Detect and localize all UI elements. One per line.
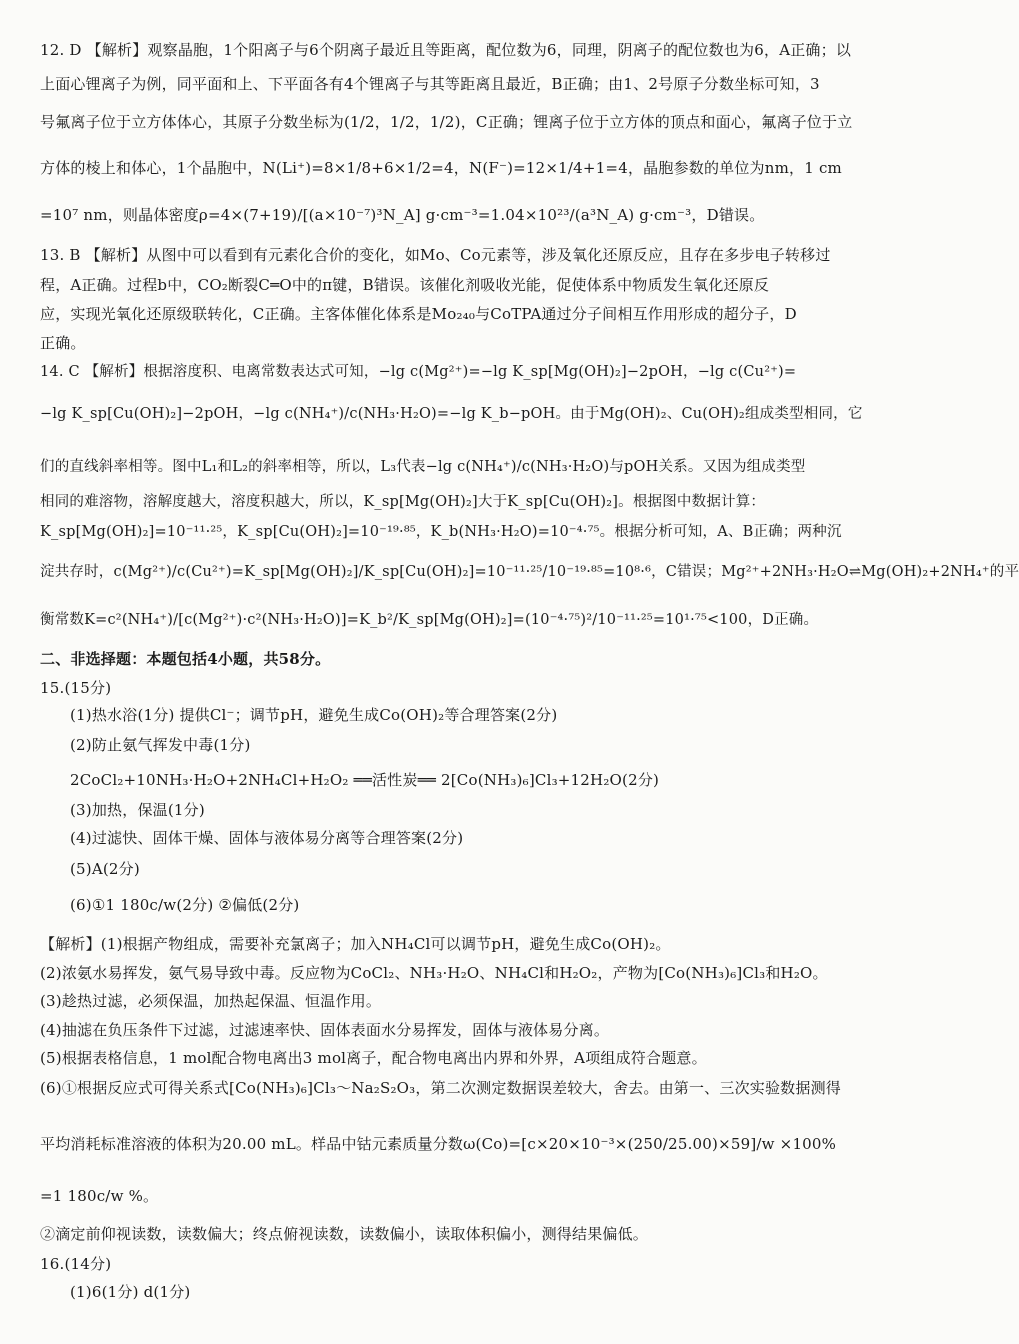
q15-analysis-8: =1 180c/w %。 (40, 1187, 159, 1205)
q14-line-5: K_sp[Mg(OH)₂]=10⁻¹¹·²⁵，K_sp[Cu(OH)₂]=10⁻¹⁹·⁸⁵，K_b(NH₃·H₂O)=10⁻⁴·⁷⁵。根据分析可知，A、B正确；两种沉 (40, 524, 842, 540)
q15-equation: 2CoCl₂+10NH₃·H₂O+2NH₄Cl+H₂O₂ ══活性炭══ 2[Co(NH₃)₆]Cl₃+12H₂O(2分) (70, 771, 660, 789)
q14-line-4: 相同的难溶物，溶解度越大，溶度积越大，所以，K_sp[Mg(OH)₂]大于K_sp[Cu(OH)₂]。根据图中数据计算： (40, 494, 766, 510)
q15-answer-6: (6)①1 180c/w(2分) ②偏低(2分) (70, 896, 300, 914)
section-heading: 二、非选择题：本题包括4小题，共58分。 (40, 650, 331, 668)
q15-answer-4: (4)过滤快、固体干燥、固体与液体易分离等合理答案(2分) (70, 829, 464, 847)
q13-line-1: 13. B 【解析】从图中可以看到有元素化合价的变化，如Mo、Co元素等，涉及氧化还原反应，且存在多步电子转移过 (40, 246, 831, 264)
q14-line-6: 淀共存时，c(Mg²⁺)/c(Cu²⁺)=K_sp[Mg(OH)₂]/K_sp[Cu(OH)₂]=10⁻¹¹·²⁵/10⁻¹⁹·⁸⁵=10⁸·⁶，C错误；Mg²⁺+2NH₃·H₂O⇌Mg(OH)₂+2NH₄⁺的平 (40, 564, 1019, 580)
q15-answer-2: (2)防止氨气挥发中毒(1分) (70, 736, 251, 754)
q16-heading: 16.(14分) (40, 1255, 112, 1273)
q12-line-1: 12. D 【解析】观察晶胞，1个阳离子与6个阴离子最近且等距离，配位数为6，同理，阴离子的配位数也为6，A正确；以 (40, 41, 852, 59)
q13-line-3: 应，实现光氧化还原级联转化，C正确。主客体催化体系是Mo₂₄₀与CoTPA通过分子间相互作用形成的超分子，D (40, 305, 797, 323)
q15-analysis-7: 平均消耗标准溶液的体积为20.00 mL。样品中钴元素质量分数ω(Co)=[c×20×10⁻³×(250/25.00)×59]/w ×100% (40, 1135, 837, 1153)
q12-line-3: 号氟离子位于立方体体心，其原子分数坐标为(1/2，1/2，1/2)，C正确；锂离子位于立方体的顶点和面心，氟离子位于立 (40, 113, 853, 131)
q12-line-4: 方体的棱上和体心，1个晶胞中，N(Li⁺)=8×1/8+6×1/2=4，N(F⁻)=12×1/4+1=4，晶胞参数的单位为nm，1 cm (40, 159, 842, 177)
q15-analysis-4: (4)抽滤在负压条件下过滤，过滤速率快、固体表面水分易挥发，固体与液体易分离。 (40, 1021, 610, 1039)
q15-answer-1: (1)热水浴(1分) 提供Cl⁻；调节pH，避免生成Co(OH)₂等合理答案(2分) (70, 706, 558, 724)
q12-line-5: =10⁷ nm，则晶体密度ρ=4×(7+19)/[(a×10⁻⁷)³N_A] g·cm⁻³=1.04×10²³/(a³N_A) g·cm⁻³，D错误。 (40, 206, 765, 224)
q15-answer-3: (3)加热，保温(1分) (70, 801, 205, 819)
q12-line-2: 上面心锂离子为例，同平面和上、下平面各有4个锂离子与其等距离且最近，B正确；由1、2号原子分数坐标可知，3 (40, 75, 820, 93)
q15-heading: 15.(15分) (40, 679, 112, 697)
q14-line-2: −lg K_sp[Cu(OH)₂]−2pOH，−lg c(NH₄⁺)/c(NH₃·H₂O)=−lg K_b−pOH。由于Mg(OH)₂、Cu(OH)₂组成类型相同，它 (40, 406, 863, 422)
q13-line-2: 程，A正确。过程b中，CO₂断裂C═O中的π键，B错误。该催化剂吸收光能，促使体系中物质发生氧化还原反 (40, 276, 770, 294)
q15-analysis-1: 【解析】(1)根据产物组成，需要补充氯离子；加入NH₄Cl可以调节pH，避免生成Co(OH)₂。 (40, 935, 671, 953)
q14-line-7: 衡常数K=c²(NH₄⁺)/[c(Mg²⁺)·c²(NH₃·H₂O)]=K_b²/K_sp[Mg(OH)₂]=(10⁻⁴·⁷⁵)²/10⁻¹¹·²⁵=10¹·⁷⁵<100，D正确。 (40, 612, 819, 628)
q15-analysis-2: (2)浓氨水易挥发，氨气易导致中毒。反应物为CoCl₂、NH₃·H₂O、NH₄Cl和H₂O₂，产物为[Co(NH₃)₆]Cl₃和H₂O。 (40, 964, 828, 982)
q13-line-4: 正确。 (40, 334, 86, 352)
q14-line-1: 14. C 【解析】根据溶度积、电离常数表达式可知，−lg c(Mg²⁺)=−lg K_sp[Mg(OH)₂]−2pOH，−lg c(Cu²⁺)= (40, 364, 797, 380)
q15-analysis-9: ②滴定前仰视读数，读数偏大；终点俯视读数，读数偏小，读取体积偏小，测得结果偏低。 (40, 1225, 649, 1243)
q15-answer-5: (5)A(2分) (70, 860, 140, 878)
q15-analysis-6: (6)①根据反应式可得关系式[Co(NH₃)₆]Cl₃～Na₂S₂O₃，第二次测定数据误差较大，舍去。由第一、三次实验数据测得 (40, 1079, 841, 1097)
q14-line-3: 们的直线斜率相等。图中L₁和L₂的斜率相等，所以，L₃代表−lg c(NH₄⁺)/c(NH₃·H₂O)与pOH关系。又因为组成类型 (40, 459, 806, 475)
q16-answer-1: (1)6(1分) d(1分) (70, 1283, 191, 1301)
q15-analysis-5: (5)根据表格信息，1 mol配合物电离出3 mol离子，配合物电离出内界和外界，A项组成符合题意。 (40, 1049, 707, 1067)
q15-analysis-3: (3)趁热过滤，必须保温，加热起保温、恒温作用。 (40, 992, 382, 1010)
